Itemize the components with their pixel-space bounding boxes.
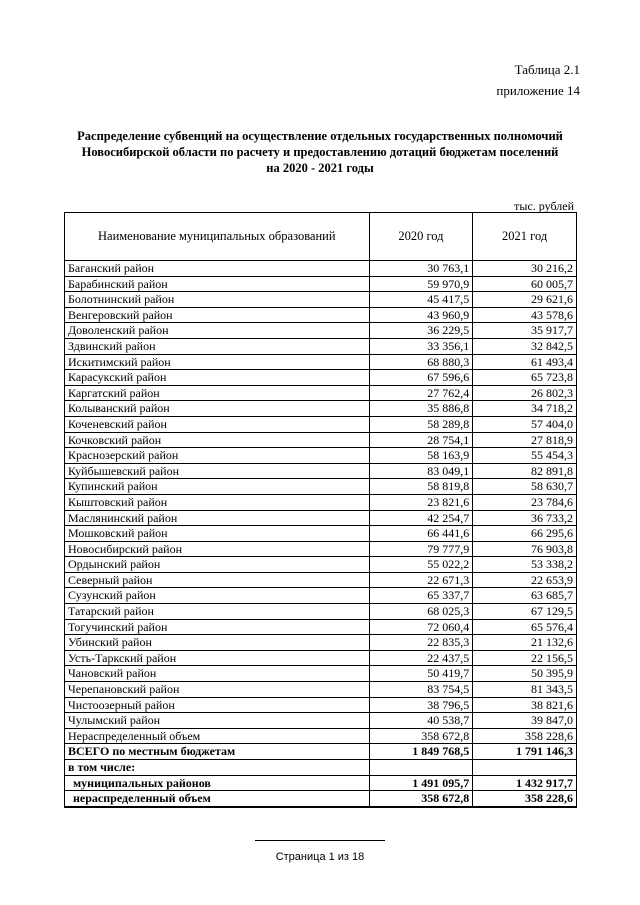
row-name: Ордынский район (65, 557, 370, 573)
row-name: Колыванский район (65, 401, 370, 417)
row-value-2021: 61 493,4 (473, 354, 577, 370)
row-name: Здвинский район (65, 338, 370, 354)
total-2021: 1 791 146,3 (473, 744, 577, 760)
table-row (65, 526, 577, 542)
municipal-2021: 1 432 917,7 (473, 775, 577, 791)
municipal-name: муниципальных районов (65, 775, 370, 791)
column-header-name: Наименование муниципальных образований (65, 213, 370, 261)
row-name: Краснозерский район (65, 448, 370, 464)
row-value-2020: 30 763,1 (369, 261, 473, 277)
including-empty-2021 (473, 760, 577, 776)
row-value-2020: 83 754,5 (369, 682, 473, 698)
table-row (65, 682, 577, 698)
title-line-3: на 2020 - 2021 годы (266, 161, 374, 175)
table-row (65, 354, 577, 370)
row-value-2020: 22 671,3 (369, 572, 473, 588)
row-name: Доволенский район (65, 323, 370, 339)
row-value-2020: 45 417,5 (369, 292, 473, 308)
row-value-2021: 29 621,6 (473, 292, 577, 308)
row-name: Северный район (65, 572, 370, 588)
row-value-2021: 55 454,3 (473, 448, 577, 464)
row-name: Сузунский район (65, 588, 370, 604)
row-value-2020: 50 419,7 (369, 666, 473, 682)
row-value-2020: 65 337,7 (369, 588, 473, 604)
row-value-2021: 26 802,3 (473, 385, 577, 401)
table-row (65, 650, 577, 666)
row-value-2020: 79 777,9 (369, 541, 473, 557)
row-value-2021: 65 723,8 (473, 370, 577, 386)
row-name: Маслянинский район (65, 510, 370, 526)
row-name: Купинский район (65, 479, 370, 495)
municipal-row (65, 775, 577, 791)
row-name: Чановский район (65, 666, 370, 682)
row-name: Усть-Таркский район (65, 650, 370, 666)
column-header-2021: 2021 год (473, 213, 577, 261)
table-row (65, 697, 577, 713)
including-row (65, 760, 577, 776)
row-value-2021: 34 718,2 (473, 401, 577, 417)
row-name: Кыштовский район (65, 494, 370, 510)
units-label: тыс. рублей (514, 199, 574, 213)
unallocated-2021: 358 228,6 (473, 791, 577, 807)
row-value-2021: 32 842,5 (473, 338, 577, 354)
total-row (65, 744, 577, 760)
row-value-2021: 36 733,2 (473, 510, 577, 526)
row-name: Куйбышевский район (65, 463, 370, 479)
row-value-2021: 22 653,9 (473, 572, 577, 588)
document-title (40, 128, 600, 176)
table-row (65, 635, 577, 651)
title-line-1: Распределение субвенций на осуществление отдельных государственных полномочий (77, 129, 563, 143)
total-2020: 1 849 768,5 (369, 744, 473, 760)
row-name: Тогучинский район (65, 619, 370, 635)
row-value-2020: 58 163,9 (369, 448, 473, 464)
including-empty-2020 (369, 760, 473, 776)
table-row (65, 338, 577, 354)
table-row (65, 463, 577, 479)
row-name: Новосибирский район (65, 541, 370, 557)
appendix-label: приложение 14 (496, 83, 580, 98)
row-value-2020: 83 049,1 (369, 463, 473, 479)
unallocated-2020: 358 672,8 (369, 791, 473, 807)
row-name: Нераспределенный объем (65, 728, 370, 744)
table-row (65, 619, 577, 635)
municipal-2020: 1 491 095,7 (369, 775, 473, 791)
table-row (65, 276, 577, 292)
table-row (65, 510, 577, 526)
row-value-2020: 55 022,2 (369, 557, 473, 573)
table-row (65, 494, 577, 510)
row-value-2020: 38 796,5 (369, 697, 473, 713)
footer-divider (255, 840, 385, 841)
table-row (65, 572, 577, 588)
row-name: Баганский район (65, 261, 370, 277)
table-row (65, 261, 577, 277)
column-header-2020: 2020 год (369, 213, 473, 261)
total-name: ВСЕГО по местным бюджетам (65, 744, 370, 760)
row-value-2021: 76 903,8 (473, 541, 577, 557)
row-value-2020: 58 819,8 (369, 479, 473, 495)
row-value-2020: 67 596,6 (369, 370, 473, 386)
row-value-2021: 63 685,7 (473, 588, 577, 604)
table-row (65, 448, 577, 464)
table-row (65, 432, 577, 448)
row-value-2021: 82 891,8 (473, 463, 577, 479)
row-value-2021: 38 821,6 (473, 697, 577, 713)
row-name: Искитимский район (65, 354, 370, 370)
row-value-2021: 43 578,6 (473, 307, 577, 323)
table-header-row (65, 213, 577, 261)
table-row (65, 385, 577, 401)
table-row (65, 307, 577, 323)
row-value-2021: 27 818,9 (473, 432, 577, 448)
page-number: Страница 1 из 18 (275, 851, 365, 863)
row-value-2021: 53 338,2 (473, 557, 577, 573)
row-value-2020: 66 441,6 (369, 526, 473, 542)
table-row (65, 557, 577, 573)
row-value-2020: 28 754,1 (369, 432, 473, 448)
row-name: Барабинский район (65, 276, 370, 292)
row-value-2020: 59 970,9 (369, 276, 473, 292)
row-value-2021: 358 228,6 (473, 728, 577, 744)
row-value-2021: 66 295,6 (473, 526, 577, 542)
table-row (65, 416, 577, 432)
row-name: Чулымский район (65, 713, 370, 729)
row-name: Татарский район (65, 604, 370, 620)
row-value-2020: 33 356,1 (369, 338, 473, 354)
row-value-2021: 67 129,5 (473, 604, 577, 620)
row-value-2020: 43 960,9 (369, 307, 473, 323)
table-row (65, 370, 577, 386)
table-row (65, 604, 577, 620)
row-value-2020: 358 672,8 (369, 728, 473, 744)
row-value-2020: 22 437,5 (369, 650, 473, 666)
row-value-2021: 57 404,0 (473, 416, 577, 432)
row-name: Карасукский район (65, 370, 370, 386)
row-name: Коченевский район (65, 416, 370, 432)
table-row (65, 401, 577, 417)
row-value-2021: 35 917,7 (473, 323, 577, 339)
table-row (65, 479, 577, 495)
table-label: Таблица 2.1 (514, 62, 580, 77)
row-value-2021: 58 630,7 (473, 479, 577, 495)
row-value-2021: 65 576,4 (473, 619, 577, 635)
row-value-2021: 60 005,7 (473, 276, 577, 292)
subsidy-table (64, 212, 577, 808)
row-name: Венгеровский район (65, 307, 370, 323)
table-row (65, 728, 577, 744)
row-value-2021: 81 343,5 (473, 682, 577, 698)
row-name: Каргатский район (65, 385, 370, 401)
row-value-2020: 23 821,6 (369, 494, 473, 510)
unallocated-row (65, 791, 577, 807)
including-label: в том числе: (65, 760, 370, 776)
row-value-2021: 39 847,0 (473, 713, 577, 729)
row-value-2020: 22 835,3 (369, 635, 473, 651)
table-row (65, 323, 577, 339)
row-value-2020: 42 254,7 (369, 510, 473, 526)
row-value-2021: 50 395,9 (473, 666, 577, 682)
row-name: Кочковский район (65, 432, 370, 448)
row-name: Черепановский район (65, 682, 370, 698)
table-row (65, 666, 577, 682)
row-value-2020: 40 538,7 (369, 713, 473, 729)
table-row (65, 541, 577, 557)
row-value-2020: 35 886,8 (369, 401, 473, 417)
table-row (65, 292, 577, 308)
row-name: Болотнинский район (65, 292, 370, 308)
title-line-2: Новосибирской области по расчету и предоставлению дотаций бюджетам поселений (81, 145, 559, 159)
row-value-2021: 21 132,6 (473, 635, 577, 651)
row-value-2020: 27 762,4 (369, 385, 473, 401)
row-value-2021: 23 784,6 (473, 494, 577, 510)
table-row (65, 588, 577, 604)
row-name: Убинский район (65, 635, 370, 651)
row-name: Мошковский район (65, 526, 370, 542)
row-value-2020: 36 229,5 (369, 323, 473, 339)
unallocated-name: нераспределенный объем (65, 791, 370, 807)
row-value-2020: 72 060,4 (369, 619, 473, 635)
row-name: Чистоозерный район (65, 697, 370, 713)
table-body (65, 261, 577, 807)
table-row (65, 713, 577, 729)
row-value-2020: 58 289,8 (369, 416, 473, 432)
row-value-2021: 30 216,2 (473, 261, 577, 277)
row-value-2020: 68 025,3 (369, 604, 473, 620)
row-value-2021: 22 156,5 (473, 650, 577, 666)
row-value-2020: 68 880,3 (369, 354, 473, 370)
